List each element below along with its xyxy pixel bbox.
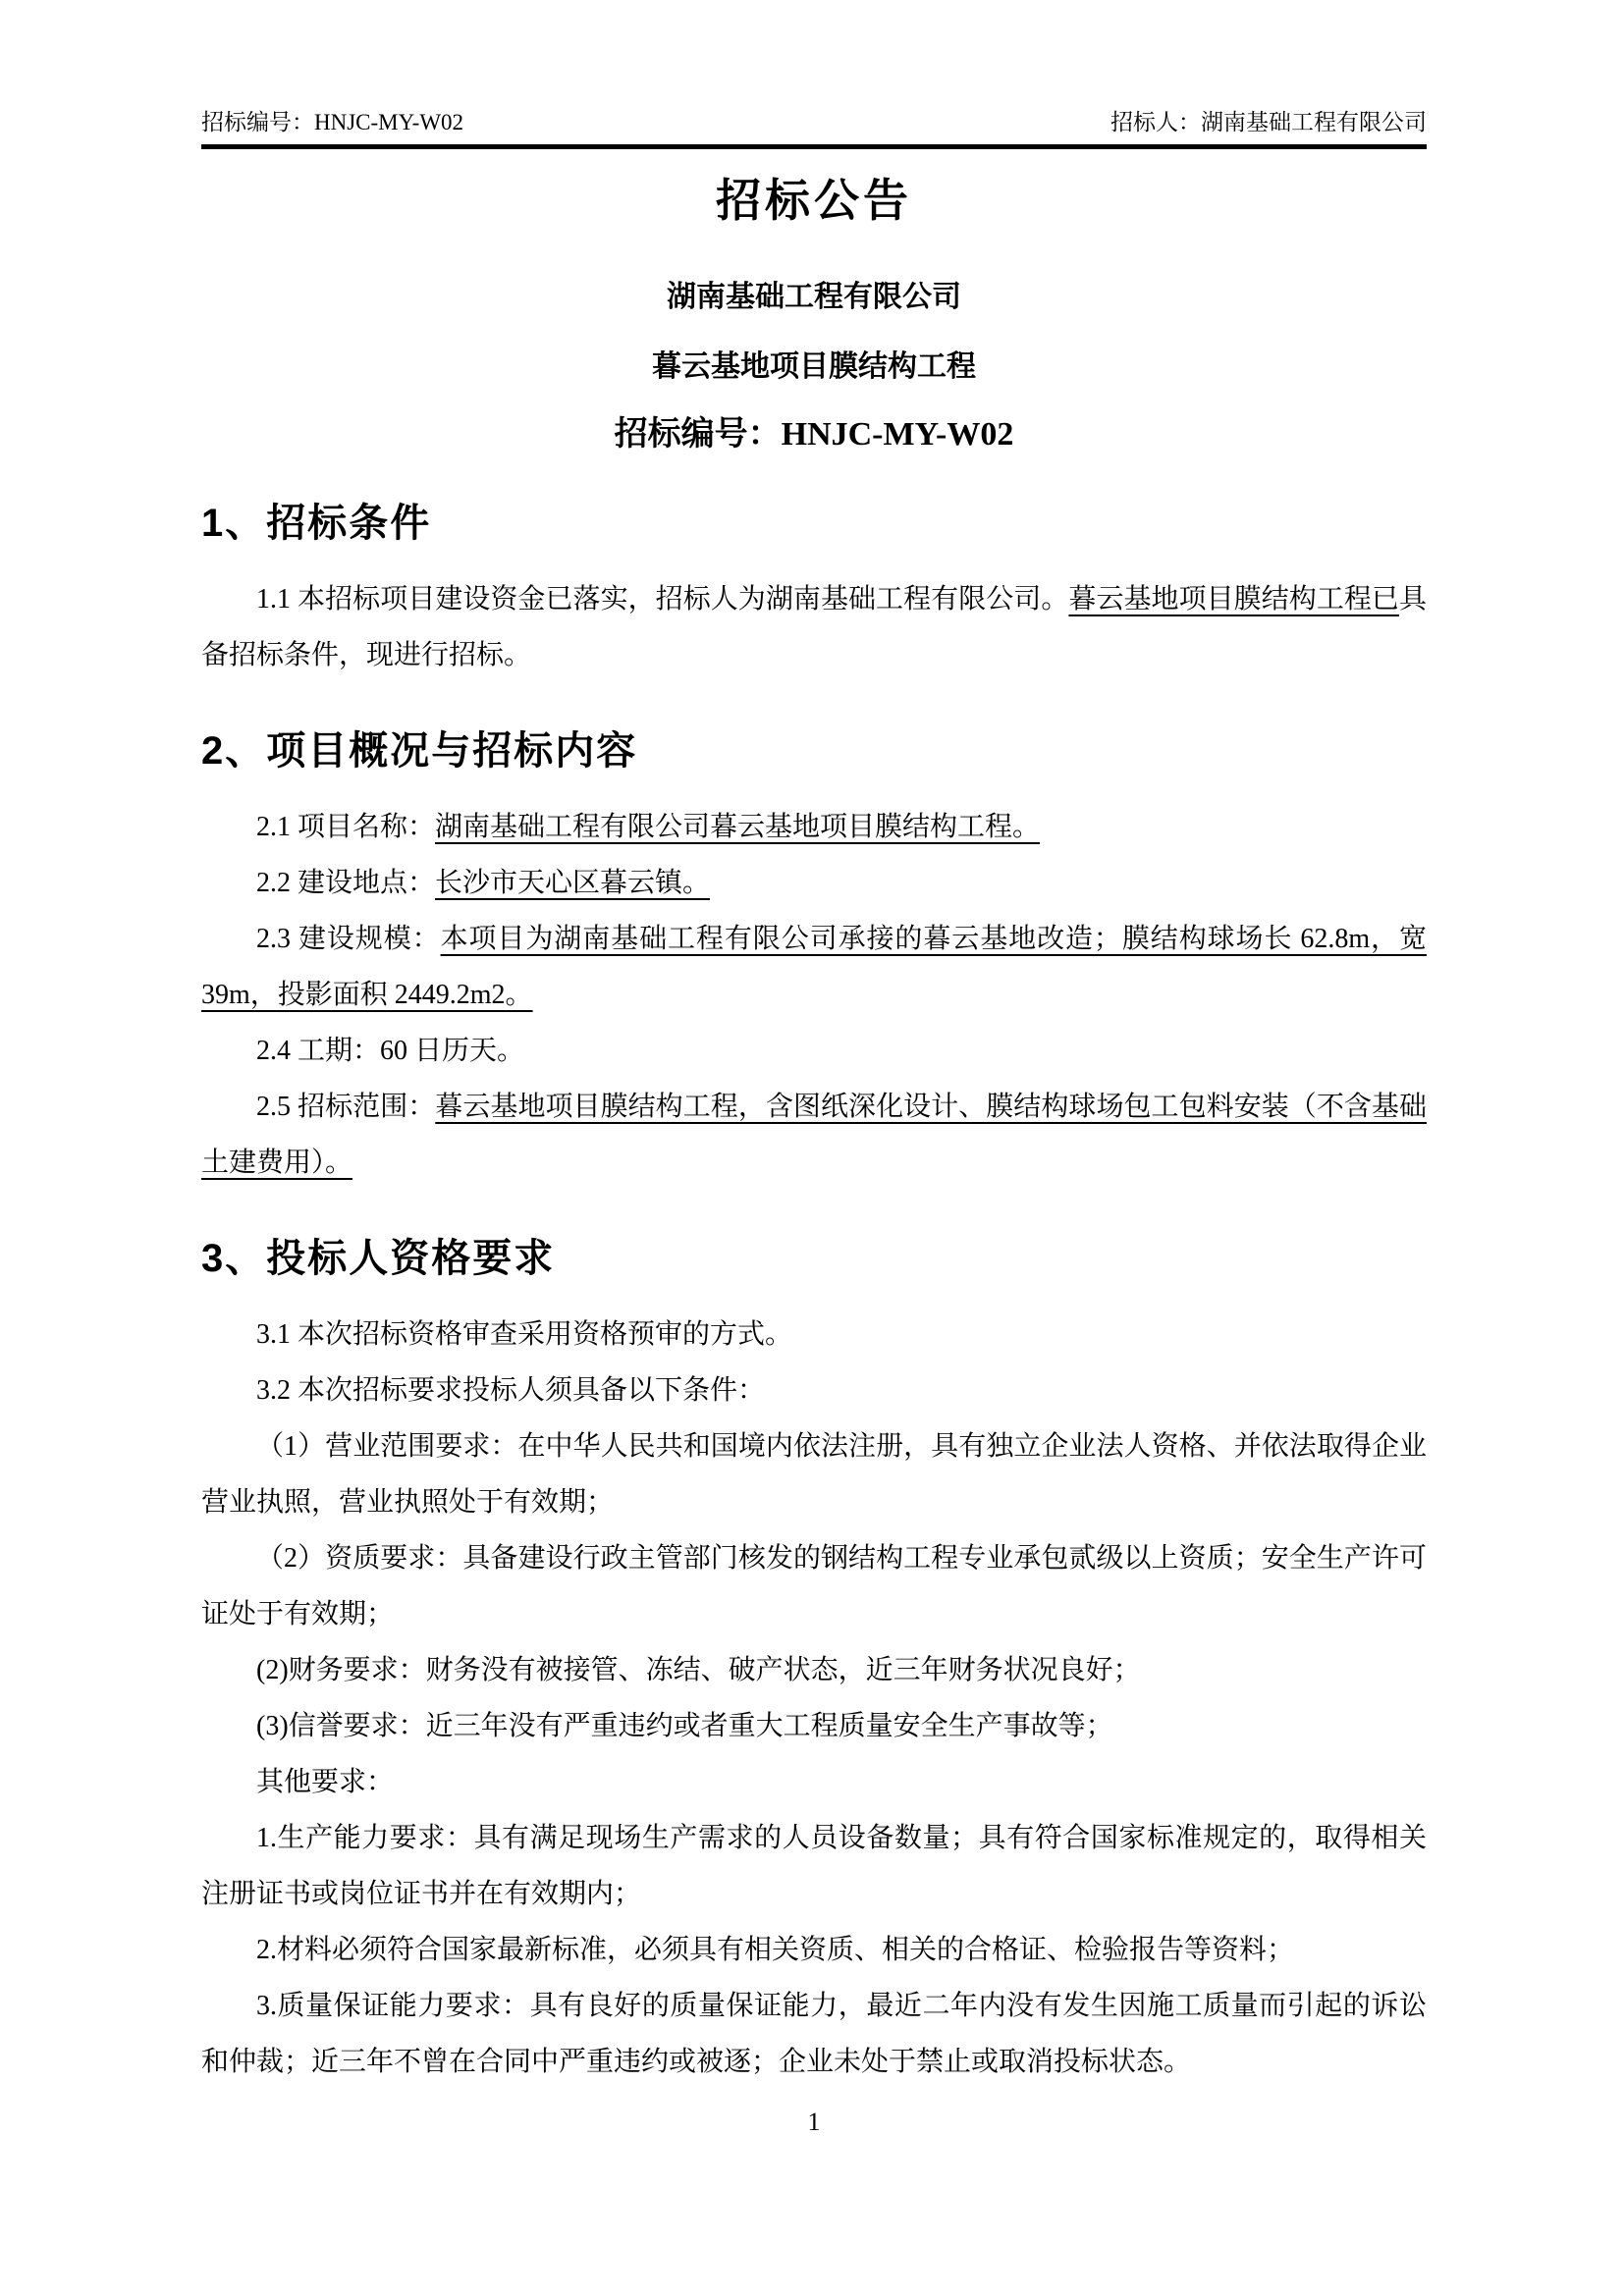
- paragraph: （1）营业范围要求：在中华人民共和国境内依法注册，具有独立企业法人资格、并依法取得企业营业执照，营业执照处于有效期；: [201, 1431, 1427, 1518]
- paragraph: 2.1 项目名称：湖南基础工程有限公司暮云基地项目膜结构工程。: [256, 812, 1041, 842]
- header-tenderer: 招标人：湖南基础工程有限公司: [1110, 110, 1427, 134]
- section-tender-conditions: [201, 499, 1427, 683]
- paragraph: (2)财务要求：财务没有被接管、冻结、破产状态，近三年财务状况良好；: [256, 1655, 1141, 1685]
- paragraph: (3)信誉要求：近三年没有严重违约或者重大工程质量安全生产事故等；: [256, 1711, 1113, 1741]
- section-project-overview: [201, 726, 1427, 1191]
- section-bidder-qualifications: [201, 1234, 1427, 2090]
- subtitle-project: 暮云基地项目膜结构工程: [652, 350, 976, 383]
- paragraph: （2）资质要求：具备建设行政主管部门核发的钢结构工程专业承包贰级以上资质；安全生产许可证处于有效期；: [201, 1543, 1427, 1629]
- header-tender-number: 招标编号：HNJC-MY-W02: [201, 110, 464, 134]
- section-heading: 3、投标人资格要求: [201, 1237, 556, 1280]
- paragraph: 1.1 本招标项目建设资金已落实，招标人为湖南基础工程有限公司。暮云基地项目膜结构工程已具备招标条件，现进行招标。: [201, 584, 1427, 670]
- paragraph: 2.材料必须符合国家最新标准，必须具有相关资质、相关的合格证、检验报告等资料；: [256, 1935, 1295, 1965]
- paragraph: 2.3 建设规模：本项目为湖南基础工程有限公司承接的暮云基地改造；膜结构球场长 62.8m，宽 39m，投影面积 2449.2m2。: [201, 924, 1427, 1010]
- section-heading: 1、招标条件: [201, 502, 432, 545]
- paragraph: 3.质量保证能力要求：具有良好的质量保证能力，最近二年内没有发生因施工质量而引起的诉讼和仲裁；近三年不曾在合同中严重违约或被逐；企业未处于禁止或取消投标状态。: [201, 1991, 1427, 2077]
- paragraph: 1.生产能力要求：具有满足现场生产需求的人员设备数量；具有符合国家标准规定的，取得相关注册证书或岗位证书并在有效期内；: [201, 1823, 1427, 1909]
- section-heading: 2、项目概况与招标内容: [201, 729, 638, 773]
- paragraph: 其他要求：: [256, 1767, 395, 1797]
- document-title: 招标公告: [716, 175, 912, 226]
- page-header: [201, 108, 1427, 149]
- page-number: 1: [807, 2108, 821, 2136]
- subtitle-company: 湖南基础工程有限公司: [667, 281, 961, 313]
- paragraph: 2.2 建设地点：长沙市天心区暮云镇。: [256, 868, 711, 898]
- paragraph: 3.2 本次招标要求投标人须具备以下条件：: [256, 1375, 766, 1406]
- paragraph: 3.1 本次招标资格审查采用资格预审的方式。: [256, 1319, 793, 1350]
- paragraph: 2.4 工期：60 日历天。: [256, 1036, 525, 1066]
- subtitle-tender-number: 招标编号：HNJC-MY-W02: [614, 416, 1014, 453]
- paragraph: 2.5 招标范围：暮云基地项目膜结构工程，含图纸深化设计、膜结构球场包工包料安装（不含基础土建费用）。: [201, 1092, 1427, 1178]
